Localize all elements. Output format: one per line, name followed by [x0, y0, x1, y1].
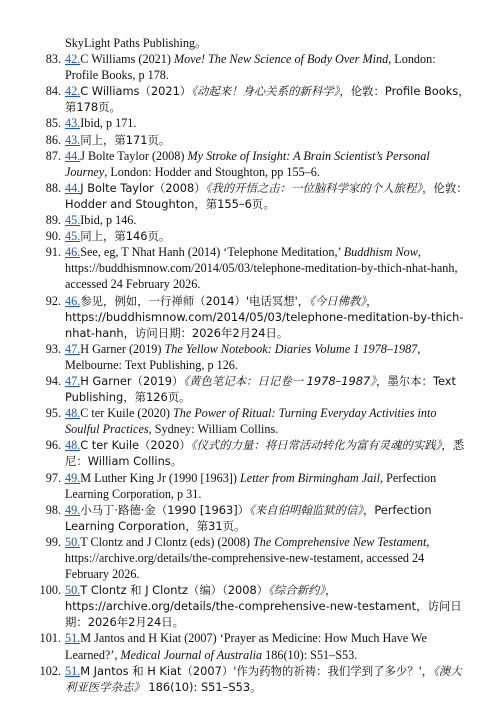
- endnote-number: 91.: [45, 245, 61, 260]
- citation-text: ，墨尔本：Text Publishing，第126页。: [65, 373, 456, 405]
- endnote-item: [0, 341, 470, 373]
- citation-title: 《仪式的力量：将日常活动转化为富有灵魂的实践》: [190, 438, 442, 453]
- endnote-item: [0, 582, 470, 630]
- citation-text: 同上，第171页。: [80, 132, 171, 147]
- citation-text: ，https://archive.org/details/the-comprehensive-new-testament，访问日期：2026年2月24日。: [65, 583, 462, 630]
- endnote-number: 95.: [45, 406, 61, 421]
- citation-text: 同上，第146页。: [80, 229, 171, 244]
- citation-title: 《来自伯明翰监狱的信》: [249, 502, 363, 517]
- endnote-number: 100.: [39, 583, 61, 598]
- carryover-text: SkyLight Paths Publishing。: [65, 36, 208, 50]
- citation-text: ，伦敦：Hodder and Stoughton，第155–6页。: [65, 180, 468, 211]
- citation-title: My Stroke of Insight: A Brain Scientist’s Personal Journey: [65, 148, 430, 179]
- endnote-number: 86.: [45, 132, 61, 147]
- endnote-item: [0, 502, 470, 534]
- endnote-item: [0, 244, 470, 292]
- backlink-ref[interactable]: 43.: [65, 116, 81, 131]
- backlink-ref[interactable]: 48.: [65, 438, 81, 453]
- endnote-item: [0, 132, 470, 148]
- endnote-item: [0, 405, 470, 437]
- backlink-ref[interactable]: 50.: [65, 583, 81, 598]
- endnote-item: [0, 51, 470, 83]
- backlink-ref[interactable]: 44.: [65, 148, 81, 163]
- backlink-ref[interactable]: 44.: [65, 180, 81, 195]
- citation-text: , https://buddhismnow.com/2014/05/03/telephone-meditation-by-thich-nhat-hanh, accessed 24 February 2026.: [65, 245, 458, 292]
- backlink-ref[interactable]: 45.: [65, 213, 81, 228]
- citation-text: H Garner (2019): [80, 341, 165, 356]
- endnote-number: 88.: [45, 180, 61, 195]
- citation-text: , London: Hodder and Stoughton, pp 155–6.: [104, 164, 320, 179]
- endnote-item: [0, 115, 470, 131]
- endnote-item: [0, 630, 470, 662]
- citation-title: 《澳大利亚医学杂志》: [65, 663, 462, 694]
- endnote-number: 85.: [45, 116, 61, 131]
- citation-title: The Power of Ritual: Turning Everyday Activities into Soulful Practices: [65, 406, 437, 437]
- citation-text: 186(10): S51–S53.: [262, 647, 358, 662]
- endnote-number: 83.: [45, 52, 61, 67]
- citation-text: ，https://buddhismnow.com/2014/05/03/telephone-meditation-by-thich-nhat-hanh，访问日期：2026年2月24日。: [65, 293, 464, 340]
- backlink-ref[interactable]: 42.: [65, 84, 81, 99]
- endnote-number: 92.: [45, 293, 61, 308]
- citation-text: H Garner（2019）: [80, 373, 184, 388]
- citation-title: Buddhism Now: [343, 245, 418, 260]
- backlink-ref[interactable]: 51.: [65, 631, 81, 646]
- backlink-ref[interactable]: 47.: [65, 373, 81, 388]
- notes-container: [0, 51, 500, 695]
- citation-text: M Luther King Jr (1990 [1963]): [80, 470, 240, 485]
- endnote-number: 84.: [45, 84, 61, 99]
- citation-text: J Bolte Taylor（2008）: [80, 180, 206, 195]
- endnote-number: 87.: [45, 148, 61, 163]
- citation-title: 《综合新约》: [268, 583, 326, 598]
- citation-title: Letter from Birmingham Jail,: [240, 470, 384, 485]
- citation-text: T Clontz and J Clontz (eds) (2008): [80, 534, 253, 549]
- citation-text: C ter Kuile (2020): [80, 406, 173, 421]
- endnote-number: 90.: [45, 229, 61, 244]
- endnote-item: [0, 470, 470, 502]
- endnote-item: [0, 534, 470, 582]
- citation-text: ，伦敦：Profile Books，第178页。: [65, 84, 470, 115]
- citation-title: Move! The New Science of Body Over Mind,: [173, 52, 392, 67]
- citation-text: 参见，例如，一行禅师（2014）'电话冥想'，: [80, 293, 310, 308]
- backlink-ref[interactable]: 49.: [65, 502, 81, 517]
- backlink-ref[interactable]: 43.: [65, 132, 81, 147]
- citation-text: ，悉尼：William Collins。: [65, 438, 465, 469]
- endnote-item: [0, 293, 470, 341]
- citation-text: C Williams（2021）: [80, 84, 192, 99]
- endnotes-list: [0, 35, 500, 695]
- endnote-item: [0, 83, 470, 115]
- citation-text: , Sydney: William Collins.: [148, 422, 279, 437]
- endnote-number: 89.: [45, 213, 61, 228]
- citation-text: M Jantos and H Kiat (2007) ‘Prayer as Medicine: How Much Have We Learned?’,: [65, 631, 427, 662]
- endnote-number: 98.: [45, 502, 61, 517]
- endnote-item: [0, 180, 470, 212]
- citation-text: M Jantos 和 H Kiat（2007）'作为药物的祈祷：我们学到了多少？'，: [80, 663, 434, 678]
- endnote-number: 99.: [45, 534, 61, 549]
- citation-text: Ibid, p 171.: [80, 116, 137, 131]
- citation-text: , Melbourne: Text Publishing, p 126.: [65, 341, 421, 372]
- citation-text: London: Profile Books, p 178.: [65, 52, 436, 83]
- backlink-ref[interactable]: 48.: [65, 406, 81, 421]
- endnote-number: 93.: [45, 341, 61, 356]
- endnote-number: 94.: [45, 373, 61, 388]
- endnote-item: [0, 373, 470, 405]
- endnote-number: 102.: [39, 663, 61, 678]
- citation-title: Medical Journal of Australia: [120, 647, 263, 662]
- backlink-ref[interactable]: 49.: [65, 470, 81, 485]
- citation-text: 186(10): S51–S53。: [144, 679, 262, 694]
- endnote-item: [0, 212, 470, 228]
- endnote-item: [0, 663, 470, 695]
- citation-text: C Williams (2021): [80, 52, 174, 67]
- backlink-ref[interactable]: 42.: [65, 52, 81, 67]
- citation-title: 《黄色笔记本：日记卷一 1978–1987》: [183, 373, 376, 388]
- citation-title: The Comprehensive New Testament,: [252, 534, 430, 549]
- backlink-ref[interactable]: 46.: [65, 245, 81, 260]
- backlink-ref[interactable]: 46.: [65, 293, 81, 308]
- citation-title: 《今日佛教》: [309, 293, 367, 308]
- endnote-item: [0, 437, 470, 469]
- citation-title: The Yellow Notebook: Diaries Volume 1 1978–1987: [164, 341, 418, 356]
- citation-title: 《我的开悟之击：一位脑科学家的个人旅程》: [205, 180, 423, 195]
- citation-text: T Clontz 和 J Clontz（编）（2008）: [80, 583, 269, 598]
- endnote-item: [0, 148, 470, 180]
- endnote-item: [0, 228, 470, 244]
- endnote-number: 101.: [39, 631, 61, 646]
- citation-text: See, eg, T Nhat Hanh (2014) ‘Telephone Meditation,’: [80, 245, 344, 260]
- citation-text: ，Perfection Learning Corporation，第31页。: [65, 502, 432, 533]
- citation-text: Ibid, p 146.: [80, 213, 137, 228]
- citation-text: Perfection Learning Corporation, p 31.: [65, 470, 437, 501]
- backlink-ref[interactable]: 51.: [65, 663, 81, 678]
- backlink-ref[interactable]: 45.: [65, 229, 81, 244]
- endnote-number: 97.: [45, 470, 61, 485]
- citation-title: 《动起来！身心关系的新科学》: [191, 84, 340, 99]
- citation-text: https://archive.org/details/the-comprehensive-new-testament, accessed 24 February 2026.: [65, 551, 425, 582]
- citation-text: C ter Kuile（2020）: [80, 438, 191, 453]
- citation-text: J Bolte Taylor (2008): [80, 148, 188, 163]
- citation-text: 小马丁·路德·金（1990 [1963]）: [80, 502, 250, 517]
- backlink-ref[interactable]: 47.: [65, 341, 81, 356]
- backlink-ref[interactable]: 50.: [65, 534, 81, 549]
- endnote-number: 96.: [45, 438, 61, 453]
